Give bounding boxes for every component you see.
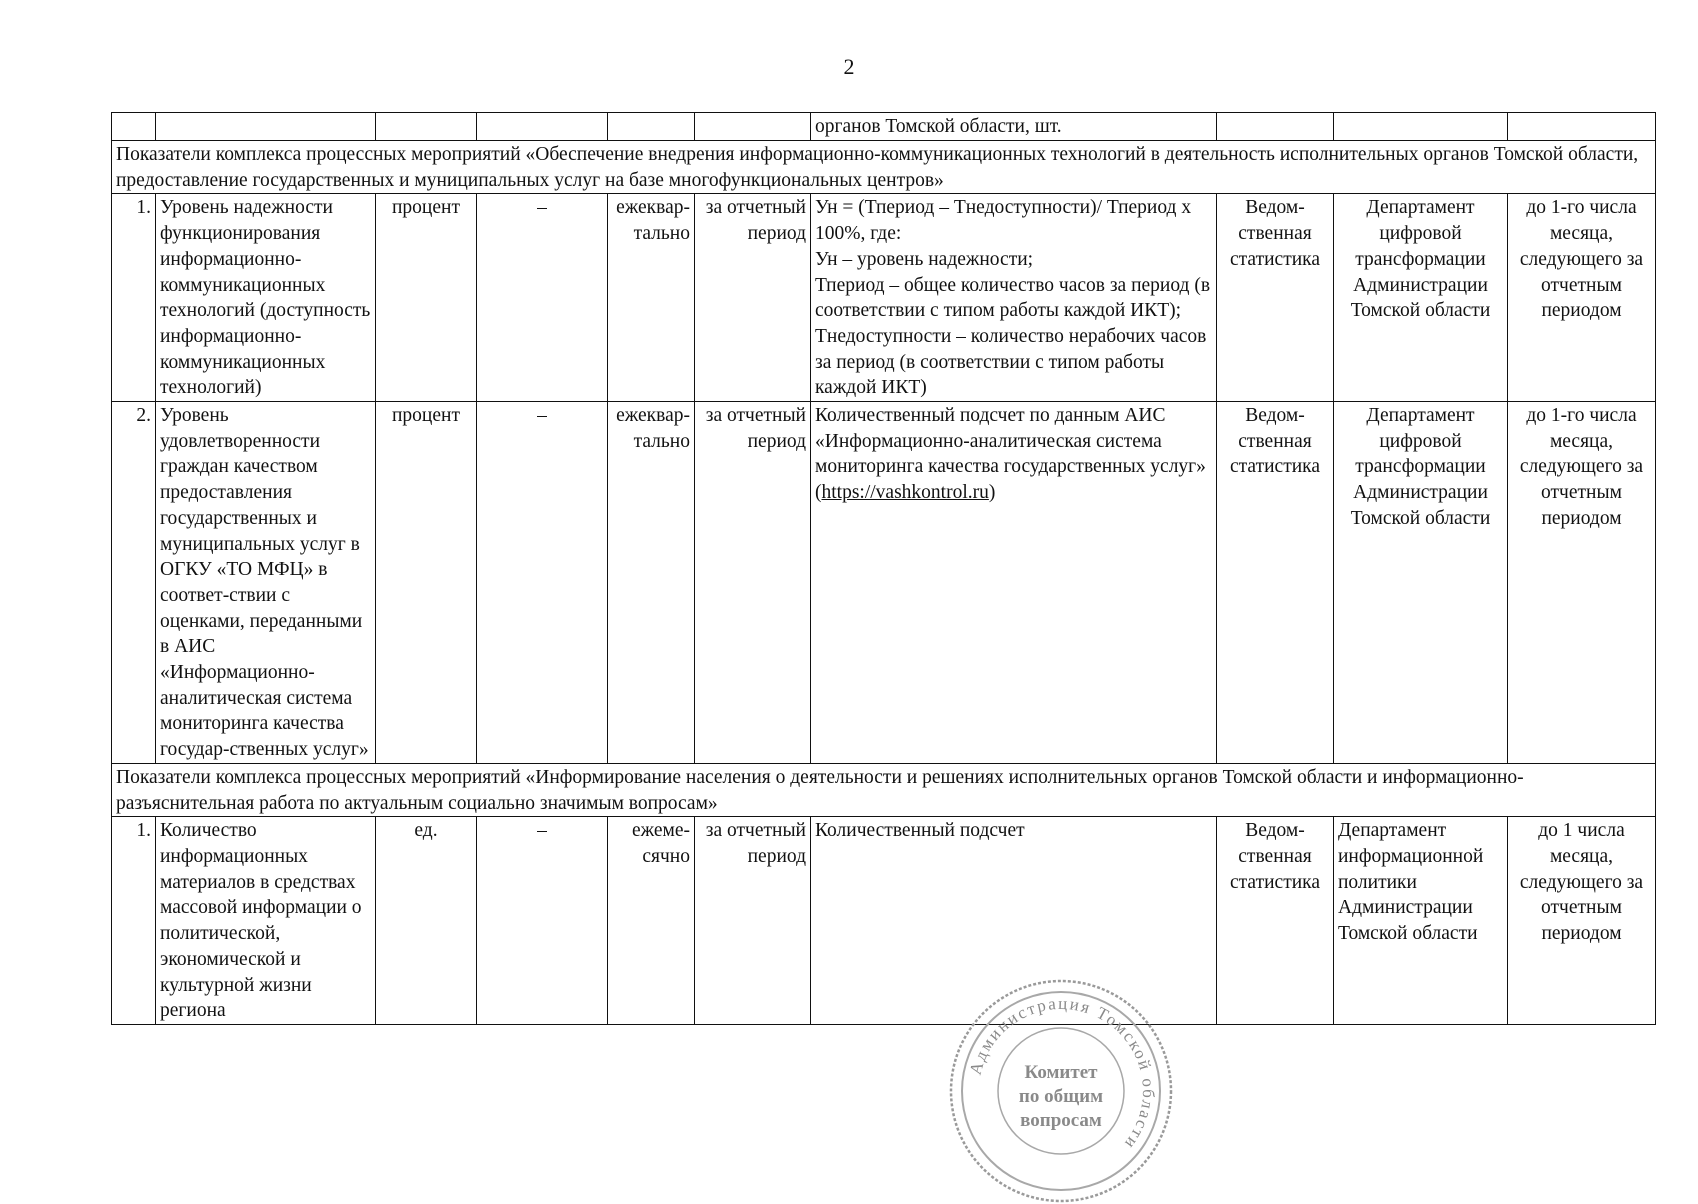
- stamp-line: Комитет: [1024, 1062, 1098, 1083]
- indicator-name: Уровень надежности функционирования информационно-коммуникационных технологий (доступность информационно-коммуникационных технологий): [156, 194, 376, 402]
- formula-cell: Количественный подсчет: [811, 817, 1217, 1025]
- responsible-cell: Департамент цифровой трансформации Администрации Томской области: [1334, 194, 1508, 402]
- unit-cell: ед.: [376, 817, 477, 1025]
- base-cell: –: [477, 817, 608, 1025]
- section-title: Показатели комплекса процессных мероприятий «Обеспечение внедрения информационно-коммуникационных технологий в деятельность исполнительных органов Томской области, предоставление государственных и муниципальных услуг на базе многофункциональных центров»: [112, 141, 1656, 194]
- continuation-row: [112, 113, 1656, 141]
- vashkontrol-link[interactable]: https://vashkontrol.ru: [821, 482, 989, 504]
- row-number: 2.: [112, 402, 156, 764]
- stamp-line: по общим: [1018, 1086, 1104, 1107]
- indicator-name: Уровень удовлетворенности граждан качеством предоставления государственных и муниципальных услуг в ОГКУ «ТО МФЦ» в соответ-ствии с оценками, переданными в АИС «Информационно-аналитическая система мониторинга качества государ-ственных услуг»: [156, 402, 376, 764]
- deadline-cell: до 1-го числа месяца, следующего за отчетным периодом: [1508, 402, 1656, 764]
- link-open-paren: (: [815, 482, 822, 504]
- indicators-table: [111, 112, 1656, 1025]
- table-row: [112, 194, 1656, 402]
- deadline-cell: до 1 числа месяца, следующего за отчетным периодом: [1508, 817, 1656, 1025]
- frequency-cell: ежеквар-тально: [608, 402, 695, 764]
- page-number: 2: [843, 54, 855, 79]
- period-cell: за отчетный период: [695, 194, 811, 402]
- source-cell: Ведом-ственная статистика: [1217, 817, 1334, 1025]
- formula-cell: Ун = (Тпериод – Тнедоступности)/ Тпериод x 100%, где: Ун – уровень надежности; Тпериод – общее количество часов за период (в соответствии с типом работы каждой ИКТ); Тнедоступности – количество нерабочих часов за период (в соответствии с типом работы каждой ИКТ): [811, 194, 1217, 402]
- row-number: 1.: [112, 817, 156, 1025]
- frequency-cell: ежеме-сячно: [608, 817, 695, 1025]
- section-header-row: [112, 763, 1656, 816]
- row-number: 1.: [112, 194, 156, 402]
- source-cell: Ведом-ственная статистика: [1217, 194, 1334, 402]
- section-title: Показатели комплекса процессных мероприятий «Информирование населения о деятельности и решениях исполнительных органов Томской области и информационно-разъяснительная работа по актуальным социально значимым вопросам»: [112, 763, 1656, 816]
- unit-cell: процент: [376, 402, 477, 764]
- formula-cell: органов Томской области, шт.: [811, 113, 1217, 141]
- table-row: [112, 402, 1656, 764]
- official-stamp: [948, 978, 1174, 1204]
- link-close-paren: ): [988, 482, 996, 504]
- table-row: [112, 817, 1656, 1025]
- period-cell: за отчетный период: [695, 402, 811, 764]
- unit-cell: процент: [376, 194, 477, 402]
- source-cell: Ведом-ственная статистика: [1217, 402, 1334, 764]
- section-header-row: [112, 141, 1656, 194]
- formula-cell: [811, 402, 1217, 764]
- stamp-ring-text: Администрация Томской области: [965, 993, 1159, 1154]
- deadline-cell: до 1-го числа месяца, следующего за отчетным периодом: [1508, 194, 1656, 402]
- responsible-cell: Департамент цифровой трансформации Администрации Томской области: [1334, 402, 1508, 764]
- stamp-line: вопросам: [1020, 1110, 1102, 1131]
- base-cell: –: [477, 194, 608, 402]
- frequency-cell: ежеквар-тально: [608, 194, 695, 402]
- base-cell: –: [477, 402, 608, 764]
- indicator-name: Количество информационных материалов в средствах массовой информации о политической, экономической и культурной жизни региона: [156, 817, 376, 1025]
- responsible-cell: Департамент информационной политики Администрации Томской области: [1334, 817, 1508, 1025]
- period-cell: за отчетный период: [695, 817, 811, 1025]
- formula-text: Количественный подсчет по данным АИС «Информационно-аналитическая система мониторинга качества государственных услуг»: [815, 405, 1206, 478]
